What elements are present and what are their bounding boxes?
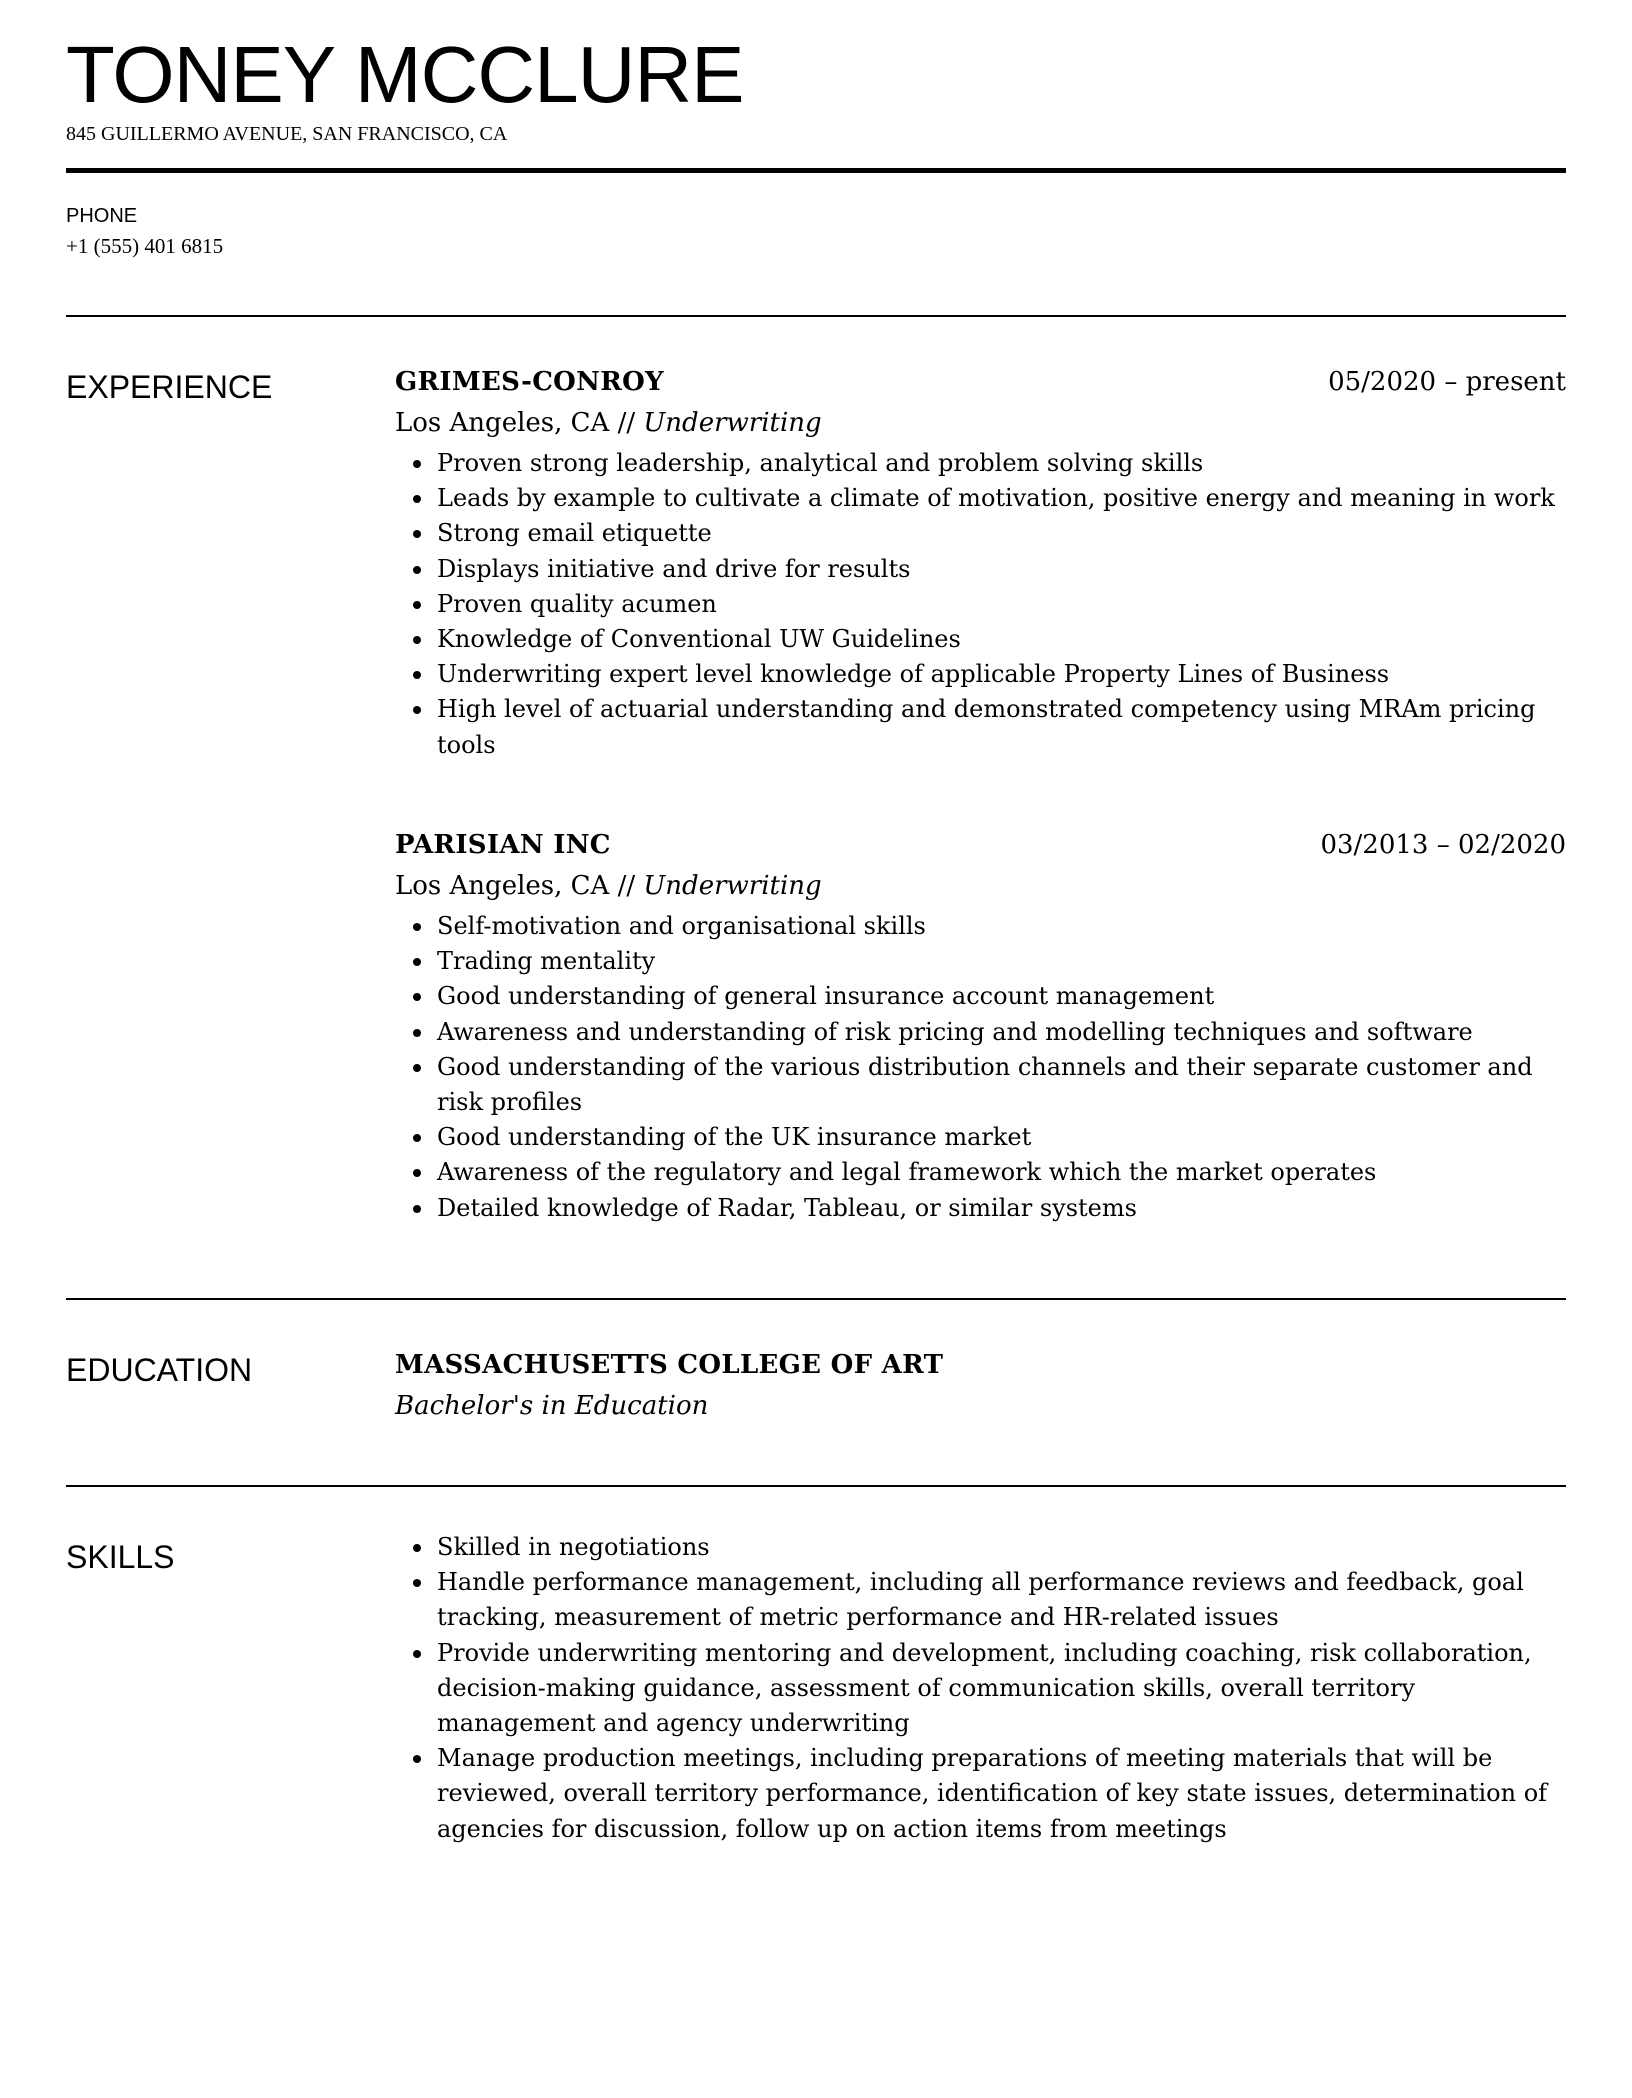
list-item: Self-motivation and organisational skills xyxy=(437,909,1566,944)
job-role: Underwriting xyxy=(643,408,822,438)
list-item: High level of actuarial understanding and demonstrated competency using MRAm pricing tools xyxy=(437,692,1566,762)
list-item: Detailed knowledge of Radar, Tableau, or similar systems xyxy=(437,1191,1566,1226)
skills-list xyxy=(395,1530,1566,1847)
phone-label: PHONE xyxy=(66,205,138,227)
experience-entry xyxy=(395,364,1566,763)
skills-list-container xyxy=(395,1530,1566,1847)
location-role-separator: // xyxy=(609,871,644,901)
list-item: Proven strong leadership, analytical and problem solving skills xyxy=(437,446,1566,481)
employment-dates: 03/2013 – 02/2020 xyxy=(1320,830,1566,860)
experience-entry xyxy=(395,827,1566,1226)
school-name: MASSACHUSETTS COLLEGE OF ART xyxy=(395,1350,944,1380)
list-item: Proven quality acumen xyxy=(437,587,1566,622)
section-divider-experience xyxy=(66,315,1566,317)
company-name: PARISIAN INC xyxy=(395,830,611,860)
list-item: Knowledge of Conventional UW Guidelines xyxy=(437,622,1566,657)
list-item: Trading mentality xyxy=(437,944,1566,979)
employment-dates: 05/2020 – present xyxy=(1328,367,1566,397)
education-heading: EDUCATION xyxy=(66,1352,253,1388)
header-divider xyxy=(66,168,1566,173)
job-location-role xyxy=(395,404,1566,442)
job-location: Los Angeles, CA xyxy=(395,408,610,438)
list-item: Good understanding of the UK insurance market xyxy=(437,1120,1566,1155)
candidate-address: 845 GUILLERMO AVENUE, SAN FRANCISCO, CA xyxy=(66,123,508,145)
job-location: Los Angeles, CA xyxy=(395,871,610,901)
degree: Bachelor's in Education xyxy=(395,1391,709,1421)
list-item: Underwriting expert level knowledge of applicable Property Lines of Business xyxy=(437,657,1566,692)
list-item: Strong email etiquette xyxy=(437,516,1566,551)
list-item: Awareness of the regulatory and legal framework which the market operates xyxy=(437,1155,1566,1190)
skills-heading: SKILLS xyxy=(66,1539,175,1575)
list-item: Provide underwriting mentoring and development, including coaching, risk collaboration, decision-making guidance, assessment of communication skills, overall territory management and agency underwriting xyxy=(437,1636,1566,1742)
company-name: GRIMES-CONROY xyxy=(395,367,664,397)
job-responsibilities xyxy=(395,909,1566,1226)
section-divider-education xyxy=(66,1298,1566,1300)
list-item: Leads by example to cultivate a climate of motivation, positive energy and meaning in work xyxy=(437,481,1566,516)
experience-heading: EXPERIENCE xyxy=(66,369,273,405)
candidate-name: TONEY MCCLURE xyxy=(66,30,744,119)
list-item: Displays initiative and drive for results xyxy=(437,552,1566,587)
section-divider-skills xyxy=(66,1485,1566,1487)
list-item: Good understanding of general insurance account management xyxy=(437,979,1566,1014)
job-location-role xyxy=(395,867,1566,905)
job-responsibilities xyxy=(395,446,1566,763)
education-entry xyxy=(395,1347,1566,1425)
location-role-separator: // xyxy=(609,408,644,438)
list-item: Good understanding of the various distribution channels and their separate customer and risk profiles xyxy=(437,1050,1566,1120)
phone-value: +1 (555) 401 6815 xyxy=(66,234,224,258)
list-item: Skilled in negotiations xyxy=(437,1530,1566,1565)
list-item: Manage production meetings, including preparations of meeting materials that will be reviewed, overall territory performance, identification of key state issues, determination of agencies for discussion, follow up on action items from meetings xyxy=(437,1741,1566,1847)
list-item: Handle performance management, including all performance reviews and feedback, goal tracking, measurement of metric performance and HR-related issues xyxy=(437,1565,1566,1635)
list-item: Awareness and understanding of risk pricing and modelling techniques and software xyxy=(437,1015,1566,1050)
job-role: Underwriting xyxy=(643,871,822,901)
